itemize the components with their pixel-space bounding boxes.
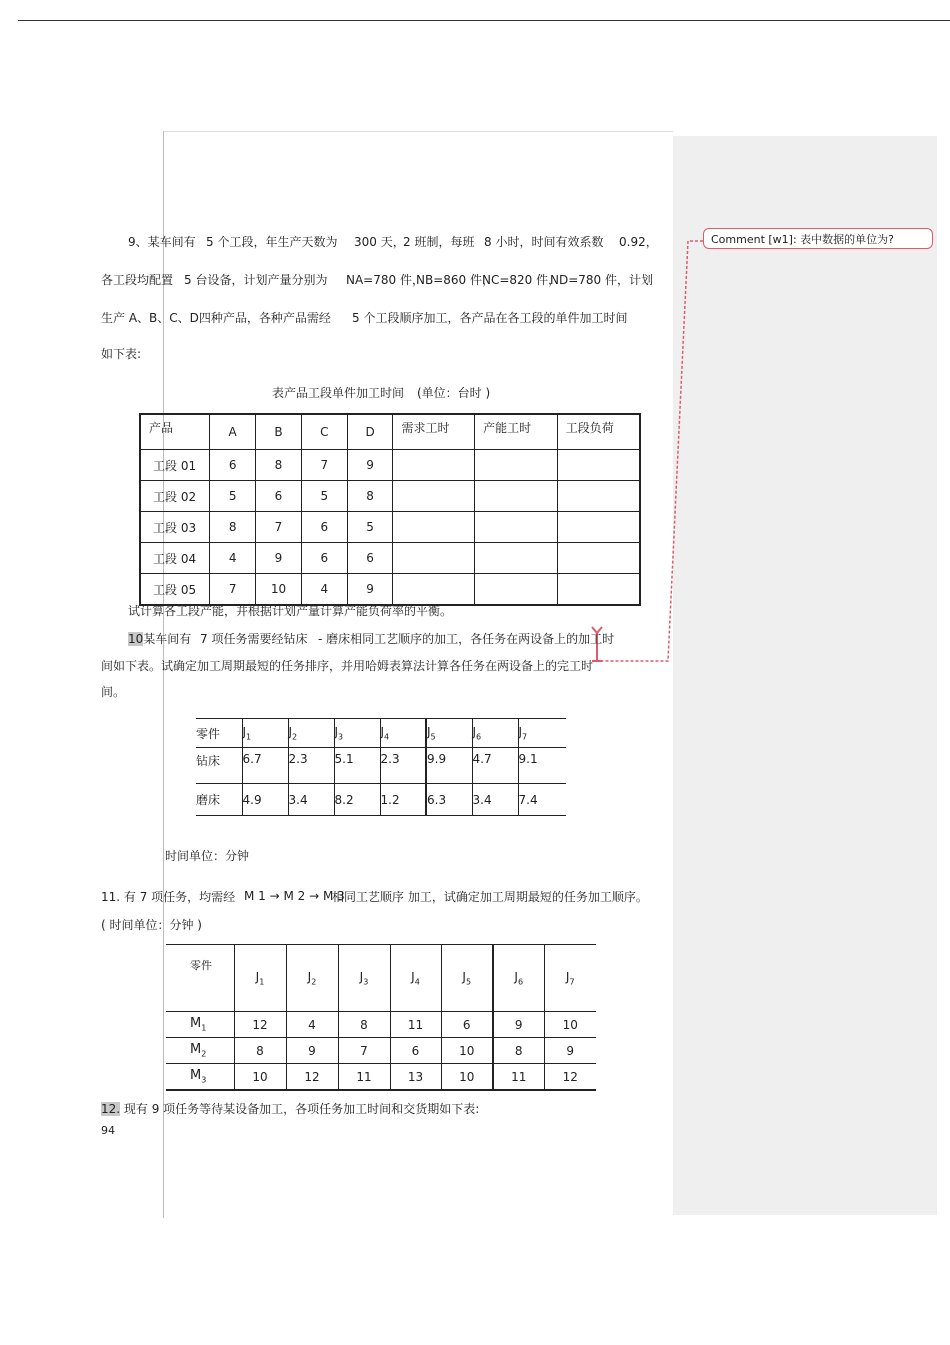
subscript: 1 [259, 977, 265, 987]
q10-cell: 7.4 [518, 784, 566, 816]
q10-header-cell: $J_5$ [426, 719, 472, 748]
q11-header-cell: 零件 [166, 945, 234, 1012]
q11-cell: 7 [338, 1038, 390, 1064]
subscript: 5 [465, 977, 472, 987]
q9-cell [557, 543, 640, 574]
q9-line1-seg: 2 班制，每班 [403, 235, 475, 249]
q9-cell: 8 [347, 481, 393, 512]
q10-header-cell: $J_1$ [242, 719, 288, 748]
q11-cell: 4 [286, 1012, 338, 1038]
q9-line2-seg: NB=860 件， [416, 273, 494, 287]
q9-cell: 7 [256, 512, 302, 543]
q10-cell: 3.4 [472, 784, 518, 816]
subscript: 3 [201, 1075, 207, 1085]
q11-header-cell: $J_5$ [441, 945, 493, 1012]
q11-header-cell: $J_2$ [286, 945, 338, 1012]
subscript: 3 [338, 732, 344, 742]
q10-cell: 4.7 [472, 748, 518, 784]
q9-cell [475, 481, 558, 512]
table-row [140, 481, 640, 512]
q9-cell: 8 [256, 450, 302, 481]
q9-header-cell: D [347, 414, 393, 450]
q10-cell: 8.2 [334, 784, 380, 816]
q9-cell [393, 481, 475, 512]
q12-number: 12. [101, 1102, 121, 1116]
q10-cell: 4.9 [242, 784, 288, 816]
q9-line1-seg: 5 个工段，年生产天数为 [206, 235, 338, 249]
q9-cell [557, 512, 640, 543]
q11-header-cell: $J_6$ [493, 945, 544, 1012]
q9-cell: 5 [301, 481, 347, 512]
subscript: 7 [569, 977, 575, 987]
q10-line1-c: - 磨床相同工艺顺序的加工，各任务在两设备上的加工时 [318, 632, 615, 646]
q10-header-cell: $J_3$ [334, 719, 380, 748]
q9-cell [393, 543, 475, 574]
q9-row-label: 工段 04 [140, 543, 210, 574]
q11-row-label: $M_2$ [166, 1038, 234, 1064]
q9-line1-seg: 9、某车间有 [128, 235, 196, 249]
q9-header-cell: 需求工时 [393, 414, 475, 450]
q9-line2-seg: NA=780 件， [346, 273, 424, 287]
table-row [140, 450, 640, 481]
q9-cell: 9 [347, 450, 393, 481]
q10-header-cell: $J_4$ [380, 719, 426, 748]
table-row [196, 784, 566, 816]
q9-table-caption: 表产品工段单件加工时间 [272, 386, 405, 400]
q11-cell: 13 [390, 1064, 441, 1091]
subscript: 6 [476, 732, 482, 742]
q10-header-cell: $J_7$ [518, 719, 566, 748]
q9-row-label: 工段 03 [140, 512, 210, 543]
subscript: 2 [201, 1049, 207, 1059]
q9-cell [475, 450, 558, 481]
q11-cell: 12 [544, 1064, 596, 1091]
q10-line2: 间如下表。试确定加工周期最短的任务排序，并用哈姆表算法计算各任务在两设备上的完工时 [101, 659, 594, 673]
q10-header-cell: 零件 [196, 719, 242, 748]
q10-cell: 1.2 [380, 784, 426, 816]
q11-cell: 10 [441, 1064, 493, 1091]
q9-cell [475, 574, 558, 606]
q11-cell: 10 [234, 1064, 286, 1091]
q9-cell: 9 [347, 574, 393, 606]
q9-cell: 6 [301, 512, 347, 543]
q10-row-label: 磨床 [196, 784, 242, 816]
q11-row-label: $M_1$ [166, 1012, 234, 1038]
q11-cell: 10 [544, 1012, 596, 1038]
q9-line2-seg: 各工段均配置 [101, 273, 174, 287]
q11-line1-a: 11. 有 7 项任务，均需经 [101, 890, 236, 904]
q11-line2: ( 时间单位：分钟 ) [101, 918, 202, 932]
q9-line3-seg: 5 个工段顺序加工，各产品在各工段的单件加工时间 [352, 311, 628, 325]
subscript: 2 [311, 977, 317, 987]
q9-cell: 6 [256, 481, 302, 512]
subscript: 6 [517, 977, 524, 987]
q11-cell: 6 [441, 1012, 493, 1038]
subscript: 5 [430, 732, 436, 742]
q10-cell: 6.7 [242, 748, 288, 784]
q9-cell: 9 [256, 543, 302, 574]
q9-line1-seg: 8 小时，时间有效系数 [484, 235, 604, 249]
table-row [166, 1064, 596, 1091]
q9-cell: 4 [210, 543, 256, 574]
q11-table [166, 944, 596, 1091]
q11-row-label: $M_3$ [166, 1064, 234, 1091]
q11-cell: 10 [441, 1038, 493, 1064]
table-row [166, 1038, 596, 1064]
q10-number: 10 [128, 632, 144, 646]
q11-header-cell: $J_3$ [338, 945, 390, 1012]
q11-cell: 8 [338, 1012, 390, 1038]
q10-cell: 6.3 [426, 784, 472, 816]
q9-table-unit: (单位：台时 ) [417, 386, 491, 400]
q9-line2-seg: 5 台设备，计划产量分别为 [184, 273, 328, 287]
q10-header-cell: $J_2$ [288, 719, 334, 748]
q9-cell: 10 [256, 574, 302, 606]
q9-cell [393, 574, 475, 606]
subscript: 7 [522, 732, 528, 742]
subscript: 3 [363, 977, 369, 987]
q9-cell: 6 [347, 543, 393, 574]
q11-cell: 11 [493, 1064, 544, 1091]
q11-cell: 12 [286, 1064, 338, 1091]
q9-cell: 7 [301, 450, 347, 481]
comment-balloon[interactable]: Comment [w1]: 表中数据的单位为? [703, 228, 933, 249]
q9-cell: 7 [210, 574, 256, 606]
q9-line1-seg: 300 天， [354, 235, 405, 249]
q10-cell: 3.4 [288, 784, 334, 816]
table-row [140, 543, 640, 574]
q10-table [196, 718, 566, 816]
q11-sequence: M 1 → M 2 → M 3 [244, 889, 345, 903]
q10-cell: 9.1 [518, 748, 566, 784]
q11-cell: 11 [390, 1012, 441, 1038]
q11-header-cell: $J_7$ [544, 945, 596, 1012]
q10-line1-a: 某车间有 [143, 632, 192, 646]
q9-cell: 6 [210, 450, 256, 481]
q9-line1-seg: 0.92， [619, 235, 658, 249]
q9-cell [393, 450, 475, 481]
q9-header-cell: 产品 [140, 414, 210, 450]
q10-unit: 时间单位：分钟 [165, 849, 250, 863]
q9-cell [557, 481, 640, 512]
table-row [140, 512, 640, 543]
q9-line2-seg: NC=820 件， [482, 273, 561, 287]
q9-header-cell: 工段负荷 [557, 414, 640, 450]
q9-table [139, 413, 641, 606]
table-row [166, 1012, 596, 1038]
q9-header-cell: B [256, 414, 302, 450]
q10-row-label: 钻床 [196, 748, 242, 784]
subscript: 1 [201, 1023, 207, 1033]
q11-cell: 11 [338, 1064, 390, 1091]
q9-line2-seg: ND=780 件，计划 [550, 273, 653, 287]
q11-header-cell: $J_4$ [390, 945, 441, 1012]
subscript: 2 [292, 732, 298, 742]
table-row [196, 748, 566, 784]
q11-header-cell: $J_1$ [234, 945, 286, 1012]
q9-cell: 8 [210, 512, 256, 543]
q10-cell: 9.9 [426, 748, 472, 784]
q9-cell: 6 [301, 543, 347, 574]
q9-row-label: 工段 02 [140, 481, 210, 512]
q11-cell: 8 [234, 1038, 286, 1064]
q9-cell [393, 512, 475, 543]
q10-line3: 间。 [101, 685, 126, 699]
q9-cell: 4 [301, 574, 347, 606]
q9-cell [475, 512, 558, 543]
q11-cell: 9 [286, 1038, 338, 1064]
q9-cell: 5 [210, 481, 256, 512]
q9-cell: 5 [347, 512, 393, 543]
q11-cell: 9 [493, 1012, 544, 1038]
q11-cell: 9 [544, 1038, 596, 1064]
q11-cell: 8 [493, 1038, 544, 1064]
subscript: 1 [246, 732, 252, 742]
q9-instruction: 试计算各工段产能，并根据计划产量计算产能负荷率的平衡。 [128, 604, 453, 618]
q9-cell [557, 450, 640, 481]
q9-row-label: 工段 01 [140, 450, 210, 481]
q10-header-cell: $J_6$ [472, 719, 518, 748]
q11-line1-b: 相同工艺顺序 加工，试确定加工周期最短的任务加工顺序。 [332, 890, 648, 904]
q9-line4: 如下表: [101, 347, 142, 361]
q11-cell: 12 [234, 1012, 286, 1038]
q9-header-cell: A [210, 414, 256, 450]
q9-cell [475, 543, 558, 574]
q9-header-cell: C [301, 414, 347, 450]
q12-text: 现有 9 项任务等待某设备加工，各项任务加工时间和交货期如下表: [123, 1102, 480, 1116]
q10-line1-b: 7 项任务需要经钻床 [200, 632, 308, 646]
q10-cell: 2.3 [288, 748, 334, 784]
q9-line3-seg: 生产 A、B、C、D四种产品，各种产品需经 [101, 311, 331, 325]
subscript: 4 [384, 732, 390, 742]
subscript: 4 [414, 977, 420, 987]
q9-cell [557, 574, 640, 606]
q10-cell: 2.3 [380, 748, 426, 784]
table-row [140, 574, 640, 606]
q9-header-cell: 产能工时 [475, 414, 558, 450]
q10-cell: 5.1 [334, 748, 380, 784]
q11-cell: 6 [390, 1038, 441, 1064]
page-number: 94 [101, 1124, 115, 1137]
q9-row-label: 工段 05 [140, 574, 210, 606]
